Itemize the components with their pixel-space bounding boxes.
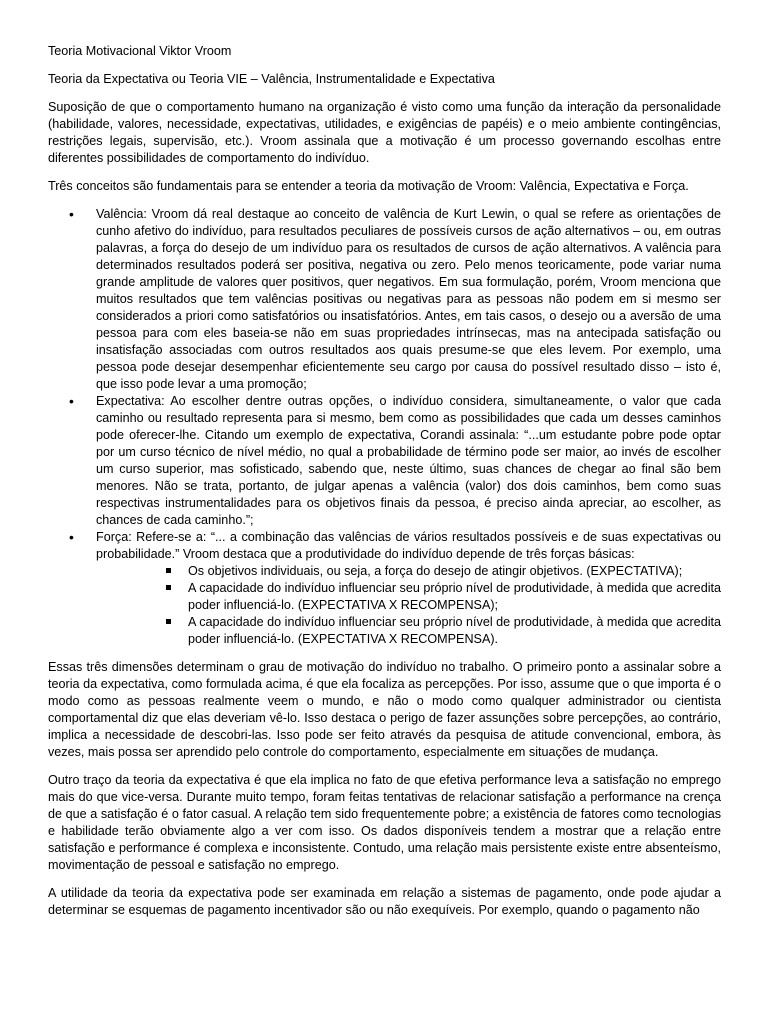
list-item-valencia: • Valência: Vroom dá real destaque ao conceito de valência de Kurt Lewin, o qual se refere as orientações de cunho afetivo do indivíduo, para resultados peculiares de possíveis cursos de ação alternativos – ou, em outras palavras, a força do desejo de um indivíduo para os resultados de cursos de ação alternativos. A valência para determinados resultados poderá ser positiva, negativa ou zero. Pelo menos teoricamente, pode variar numa grande amplitude de valores quer positivos, quer negativos. Em sua formulação, porém, Vroom menciona que muitos resultados que tem valências positivas ou negativas para as pessoas não podem em si mesmo ser considerados a priori como satisfatórios ou insatisfatórios. Antes, em tais casos, o desejo ou a aversão de uma pessoa para com eles baseia-se não em suas propriedades intrínsecas, mas na antecipada satisfação ou insatisfação associadas com outros resultados aos quais presume-se que eles levem. Por exemplo, uma pessoa pode desejar desempenhar eficientemente seu cargo por causa do possível resultado disso – isto é, que isso pode levar a uma promoção; bbox=[96, 206, 721, 393]
sub-list-item: A capacidade do indivíduo influenciar seu próprio nível de produtividade, à medida que acredita poder influenciá-lo. (EXPECTATIVA X RECOMPENSA). bbox=[188, 615, 721, 646]
concepts-list bbox=[48, 206, 721, 648]
document-title: Teoria Motivacional Viktor Vroom bbox=[48, 44, 232, 58]
performance-paragraph: Outro traço da teoria da expectativa é que ela implica no fato de que efetiva performance leva a satisfação no emprego mais do que vice-versa. Durante muito tempo, foram feitas tentativas de relacionar satisfação a performance na crença de que a satisfação é o fator casual. A relação tem sido frequentemente pobre; a existência de fatores como tecnologias e habilidade terão obviamente algo a ver com isso. Os dados disponíveis tendem a mostrar que a relação entre satisfação e performance é complexa e inconsistente. Contudo, uma relação mais persistente existe entre absenteísmo, movimentação de pessoal e satisfação no emprego. bbox=[48, 773, 721, 872]
document-body bbox=[48, 43, 721, 930]
sub-list-item: Os objetivos individuais, ou seja, a força do desejo de atingir objetivos. (EXPECTATIVA); bbox=[188, 563, 721, 580]
list-item-forca bbox=[96, 529, 721, 648]
document-subtitle: Teoria da Expectativa ou Teoria VIE – Valência, Instrumentalidade e Expectativa bbox=[48, 72, 495, 86]
list-item-forca-text: Força: Refere-se a: “... a combinação das valências de vários resultados possíveis e de suas expectativas ou probabilidade.” Vroom destaca que a produtividade do indivíduo depende de três forças básicas: bbox=[96, 530, 721, 561]
list-item-expectativa: • Expectativa: Ao escolher dentre outras opções, o indivíduo considera, simultaneamente, o valor que cada caminho ou resultado representa para si mesmo, bem como as possibilidades que cada um desses caminhos pode oferecer-lhe. Citando um exemplo de expectativa, Corandi assinala: “...um estudante pobre pode optar por um curso técnico de nível médio, no qual a probabilidade de término pode ser maior, ao invés de escolher um curso superior, mas sofisticado, sabendo que, neste último, suas chances de chegar ao final são bem menores. Não se trata, portanto, de julgar apenas a valência (valor) dos dois caminhos, bem como suas respectivas instrumentalidades para os objetivos finais da pessoa, é preciso ainda apreciar, ao escolher, as chances de cada caminho.”; bbox=[96, 393, 721, 529]
intro-paragraph: Suposição de que o comportamento humano na organização é visto como uma função da interação da personalidade (habilidade, valores, necessidade, expectativas, utilidades, e exigências de papéis) e o meio ambiente contingências, restrições legais, supervisão, etc.). Vroom assinala que a motivação é um processo governando escolhas entre diferentes possibilidades de comportamento do indivíduo. bbox=[48, 100, 721, 165]
concepts-intro-paragraph: Três conceitos são fundamentais para se entender a teoria da motivação de Vroom: Valência, Expectativa e Força. bbox=[48, 179, 689, 193]
sub-list-item: A capacidade do indivíduo influenciar seu próprio nível de produtividade, à medida que acredita poder influenciá-lo. (EXPECTATIVA X RECOMPENSA); bbox=[188, 581, 721, 612]
dimensions-paragraph: Essas três dimensões determinam o grau de motivação do indivíduo no trabalho. O primeiro ponto a assinalar sobre a teoria da expectativa, como formulada acima, é que ela focaliza as percepções. Por isso, assume que o que importa é o modo como as pessoas realmente veem o mundo, e não o modo como qualquer administrador ou cientista comportamental diz que elas deveriam vê-lo. Isso destaca o perigo de fazer assunções sobre percepções, ao contrário, implica a necessidade de descobri-las. Isso pode ser feito através da pesquisa de atitude convencional, embora, às vezes, mais possa ser aprendido pelo controle do comportamento, especialmente em situações de mudança. bbox=[48, 660, 721, 759]
forces-sublist bbox=[96, 563, 721, 648]
payment-paragraph: A utilidade da teoria da expectativa pode ser examinada em relação a sistemas de pagamento, onde pode ajudar a determinar se esquemas de pagamento incentivador são ou não exequíveis. Por exemplo, quando o pagamento não bbox=[48, 886, 721, 917]
